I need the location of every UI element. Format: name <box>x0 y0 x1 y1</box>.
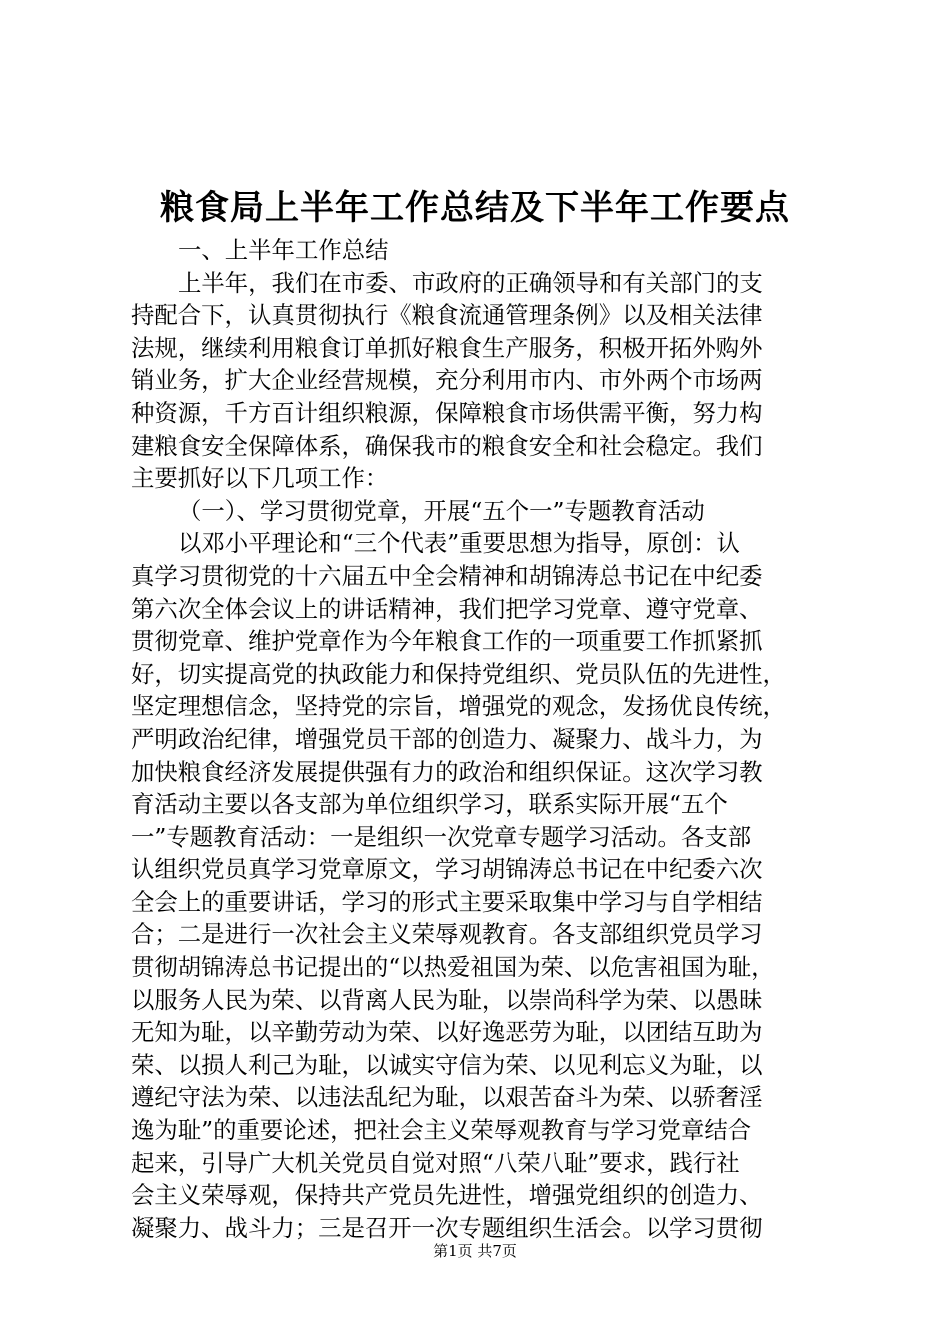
text-line: 坚定理想信念，坚持党的宗旨，增强党的观念，发扬优良传统， <box>131 692 786 721</box>
text-line: 销业务，扩大企业经营规模，充分利用市内、市外两个市场两 <box>131 366 763 395</box>
text-line: 严明政治纪律，增强党员干部的创造力、凝聚力、战斗力，为 <box>131 724 763 753</box>
text-line: 合；二是进行一次社会主义荣辱观教育。各支部组织党员学习 <box>131 920 763 949</box>
text-line: 以邓小平理论和“三个代表”重要思想为指导，原创：认 <box>178 529 740 558</box>
document-body <box>131 234 831 1244</box>
text-line: 认组织党员真学习党章原文，学习胡锦涛总书记在中纪委六次 <box>131 855 763 884</box>
text-line: 起来，引导广大机关党员自觉对照“八荣八耻”要求，践行社 <box>131 1148 740 1177</box>
text-line: 无知为耻，以辛勤劳动为荣、以好逸恶劳为耻，以团结互助为 <box>131 1018 763 1047</box>
text-line: 真学习贯彻党的十六届五中全会精神和胡锦涛总书记在中纪委 <box>131 561 763 590</box>
text-line: 以服务人民为荣、以背离人民为耻，以崇尚科学为荣、以愚昧 <box>131 985 763 1014</box>
text-line: 贯彻党章、维护党章作为今年粮食工作的一项重要工作抓紧抓 <box>131 627 763 656</box>
text-line: 贯彻胡锦涛总书记提出的“以热爱祖国为荣、以危害祖国为耻， <box>131 953 775 982</box>
text-line: 法规，继续利用粮食订单抓好粮食生产服务，积极开拓外购外 <box>131 333 763 362</box>
text-line: 凝聚力、战斗力；三是召开一次专题组织生活会。以学习贯彻 <box>131 1213 763 1242</box>
document-title: 粮食局上半年工作总结及下半年工作要点 <box>160 188 790 228</box>
text-line: 建粮食安全保障体系，确保我市的粮食安全和社会稳定。我们 <box>131 431 763 460</box>
text-line: 种资源，千方百计组织粮源，保障粮食市场供需平衡，努力构 <box>131 398 763 427</box>
text-line: 会主义荣辱观，保持共产党员先进性，增强党组织的创造力、 <box>131 1181 763 1210</box>
text-line: 遵纪守法为荣、以违法乱纪为耻，以艰苦奋斗为荣、以骄奢淫 <box>131 1083 763 1112</box>
text-line: 全会上的重要讲话，学习的形式主要采取集中学习与自学相结 <box>131 887 763 916</box>
page-footer: 第1页 共7页 <box>433 1242 517 1260</box>
text-line: 主要抓好以下几项工作： <box>131 464 389 493</box>
text-line: 育活动主要以各支部为单位组织学习，联系实际开展“五个 <box>131 790 728 819</box>
text-line: 持配合下，认真贯彻执行《粮食流通管理条例》以及相关法律 <box>131 301 763 330</box>
text-line: 上半年，我们在市委、市政府的正确领导和有关部门的支 <box>178 268 763 297</box>
text-line: 加快粮食经济发展提供强有力的政治和组织保证。这次学习教 <box>131 757 763 786</box>
text-line: 好，切实提高党的执政能力和保持党组织、党员队伍的先进性， <box>131 659 786 688</box>
text-line: 一”专题教育活动：一是组织一次党章专题学习活动。各支部 <box>131 822 752 851</box>
text-line: 第六次全体会议上的讲话精神，我们把学习党章、遵守党章、 <box>131 594 763 623</box>
text-line: 逸为耻”的重要论述，把社会主义荣辱观教育与学习党章结合 <box>131 1116 752 1145</box>
text-line: （一）、学习贯彻党章，开展“五个一”专题教育活动 <box>178 496 705 525</box>
text-line: 一、上半年工作总结 <box>178 236 389 264</box>
text-line: 荣、以损人利己为耻，以诚实守信为荣、以见利忘义为耻，以 <box>131 1050 763 1079</box>
